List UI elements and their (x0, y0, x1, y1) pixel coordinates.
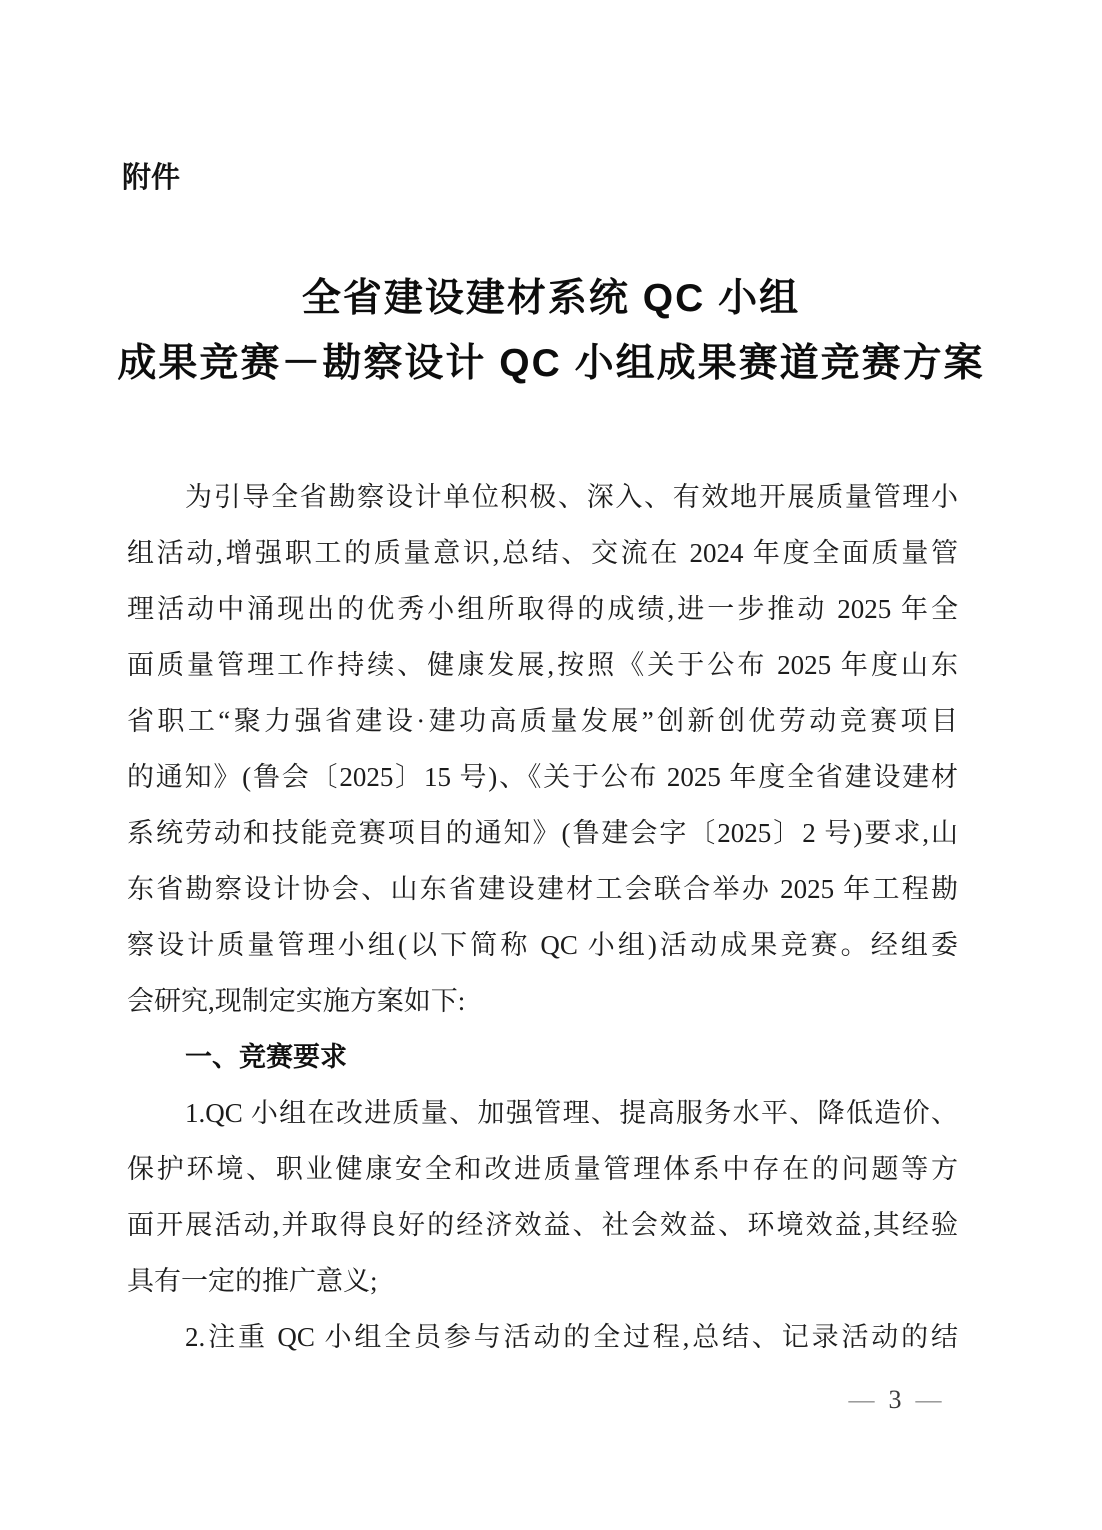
intro-paragraph-line: 组活动,增强职工的质量意识,总结、交流在 2024 年度全面质量管 (127, 538, 958, 568)
footer-dash-left: — (848, 1385, 875, 1414)
page-footer (838, 1383, 952, 1417)
document-title (0, 266, 1102, 396)
footer-dash-right: — (915, 1385, 942, 1414)
intro-paragraph-line: 察设计质量管理小组(以下简称 QC 小组)活动成果竞赛。经组委 (127, 930, 958, 960)
requirement-1-line: 保护环境、职业健康安全和改进质量管理体系中存在的问题等方 (127, 1154, 958, 1184)
document-title-line-1: 全省建设建材系统 QC 小组 (301, 277, 801, 320)
intro-paragraph-line: 会研究,现制定实施方案如下: (127, 986, 466, 1016)
intro-paragraph-line: 东省勘察设计协会、山东省建设建材工会联合举办 2025 年工程勘 (127, 874, 958, 904)
section-1-heading: 一、竞赛要求 (185, 1042, 347, 1072)
document-body (127, 469, 958, 1365)
intro-paragraph-line: 系统劳动和技能竞赛项目的通知》(鲁建会字〔2025〕2 号)要求,山 (127, 818, 958, 848)
requirement-1-line: 面开展活动,并取得良好的经济效益、社会效益、环境效益,其经验 (127, 1210, 958, 1240)
intro-paragraph-line: 省职工“聚力强省建设·建功高质量发展”创新创优劳动竞赛项目 (127, 706, 958, 736)
intro-paragraph-line: 面质量管理工作持续、健康发展,按照《关于公布 2025 年度山东 (127, 650, 958, 680)
document-title-line-2: 成果竞赛－勘察设计 QC 小组成果赛道竞赛方案 (117, 342, 985, 385)
intro-paragraph-line: 的通知》(鲁会〔2025〕15 号)、《关于公布 2025 年度全省建设建材 (127, 762, 958, 792)
requirement-1-line: 具有一定的推广意义; (127, 1266, 378, 1296)
page-number: 3 (888, 1385, 902, 1414)
intro-paragraph-line: 为引导全省勘察设计单位积极、深入、有效地开展质量管理小 (185, 482, 958, 512)
intro-paragraph-line: 理活动中涌现出的优秀小组所取得的成绩,进一步推动 2025 年全 (127, 594, 958, 624)
requirement-1-line: 1.QC 小组在改进质量、加强管理、提高服务水平、降低造价、 (185, 1098, 958, 1128)
attachment-label: 附件 (122, 162, 181, 194)
requirement-2-line: 2.注重 QC 小组全员参与活动的全过程,总结、记录活动的结 (185, 1322, 958, 1352)
